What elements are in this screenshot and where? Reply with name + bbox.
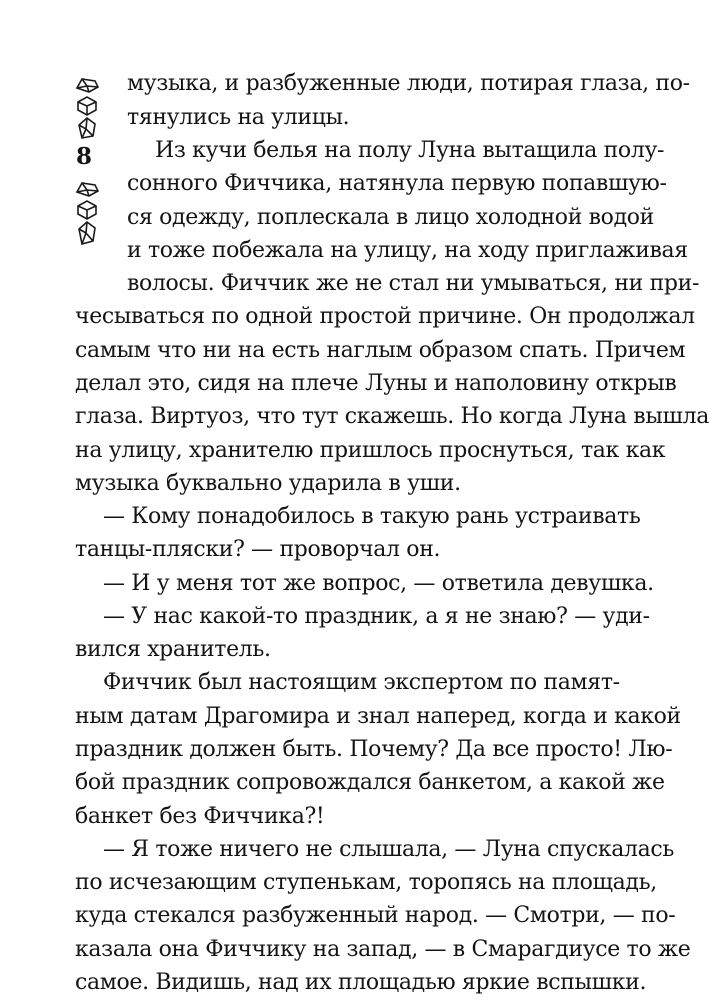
- text-line: казала она Фиччику на запад, — в Смарагдиусе то же: [75, 937, 691, 962]
- text-line: самым что ни на есть наглым образом спать. Причем: [75, 338, 686, 363]
- text-line: праздник должен быть. Почему? Да все просто! Лю-: [75, 737, 673, 762]
- text-line: сонного Фиччика, натянула первую попавшую-: [127, 171, 667, 196]
- text-line: ся одежду, поплескала в лицо холодной водой: [127, 205, 654, 230]
- text-line: волосы. Фиччик же не стал ни умываться, ни при-: [127, 271, 700, 296]
- text-line: музыка, и разбуженные люди, потирая глаза, по-: [127, 71, 690, 96]
- text-line: — Я тоже ничего не слышала, — Луна спускалась: [103, 837, 675, 862]
- text-line: вился хранитель.: [75, 637, 271, 662]
- text-line: делал это, сидя на плече Луны и наполовину открыв: [75, 371, 677, 396]
- text-line: ным датам Драгомира и знал наперед, когда и какой: [75, 704, 681, 729]
- text-line: — И у меня тот же вопрос, — ответила девушка.: [103, 571, 654, 596]
- crystal-gem-icon: [74, 180, 100, 198]
- text-line: бой праздник сопровождался банкетом, а какой же: [75, 770, 665, 795]
- text-line: — Кому понадобилось в такую рань устраивать: [103, 504, 641, 529]
- text-line: по исчезающим ступенькам, торопясь на площадь,: [75, 870, 657, 895]
- text-line: куда стекался разбуженный народ. — Смотри, — по-: [75, 903, 676, 928]
- text-line: самое. Видишь, над их площадью яркие вспышки.: [75, 970, 647, 995]
- text-line: на улицу, хранителю пришлось проснуться, так как: [75, 438, 666, 463]
- text-line: танцы-пляски? — проворчал он.: [75, 537, 441, 562]
- text-line: Из кучи белья на полу Луна вытащила полу-: [155, 138, 665, 163]
- text-line: и тоже побежала на улицу, на ходу приглаживая: [127, 238, 688, 263]
- crystal-gem-icon: [75, 95, 99, 117]
- crystal-gem-icon: [76, 220, 98, 246]
- crystal-gem-icon: [74, 76, 100, 94]
- text-line: банкет без Фиччика?!: [75, 804, 325, 829]
- text-line: — У нас какой-то праздник, а я не знаю? — уди-: [103, 604, 650, 629]
- text-line: тянулись на улицы.: [127, 105, 350, 130]
- crystal-gem-icon: [76, 116, 98, 140]
- text-line: глаза. Виртуоз, что тут скажешь. Но когда Луна вышла: [75, 404, 709, 429]
- text-line: музыка буквально ударила в уши.: [75, 471, 461, 496]
- crystal-gem-icon: [75, 199, 99, 221]
- text-line: Фиччик был настоящим экспертом по памят-: [103, 670, 620, 695]
- page-number: 8: [76, 143, 93, 170]
- text-line: чесываться по одной простой причине. Он продолжал: [75, 304, 695, 329]
